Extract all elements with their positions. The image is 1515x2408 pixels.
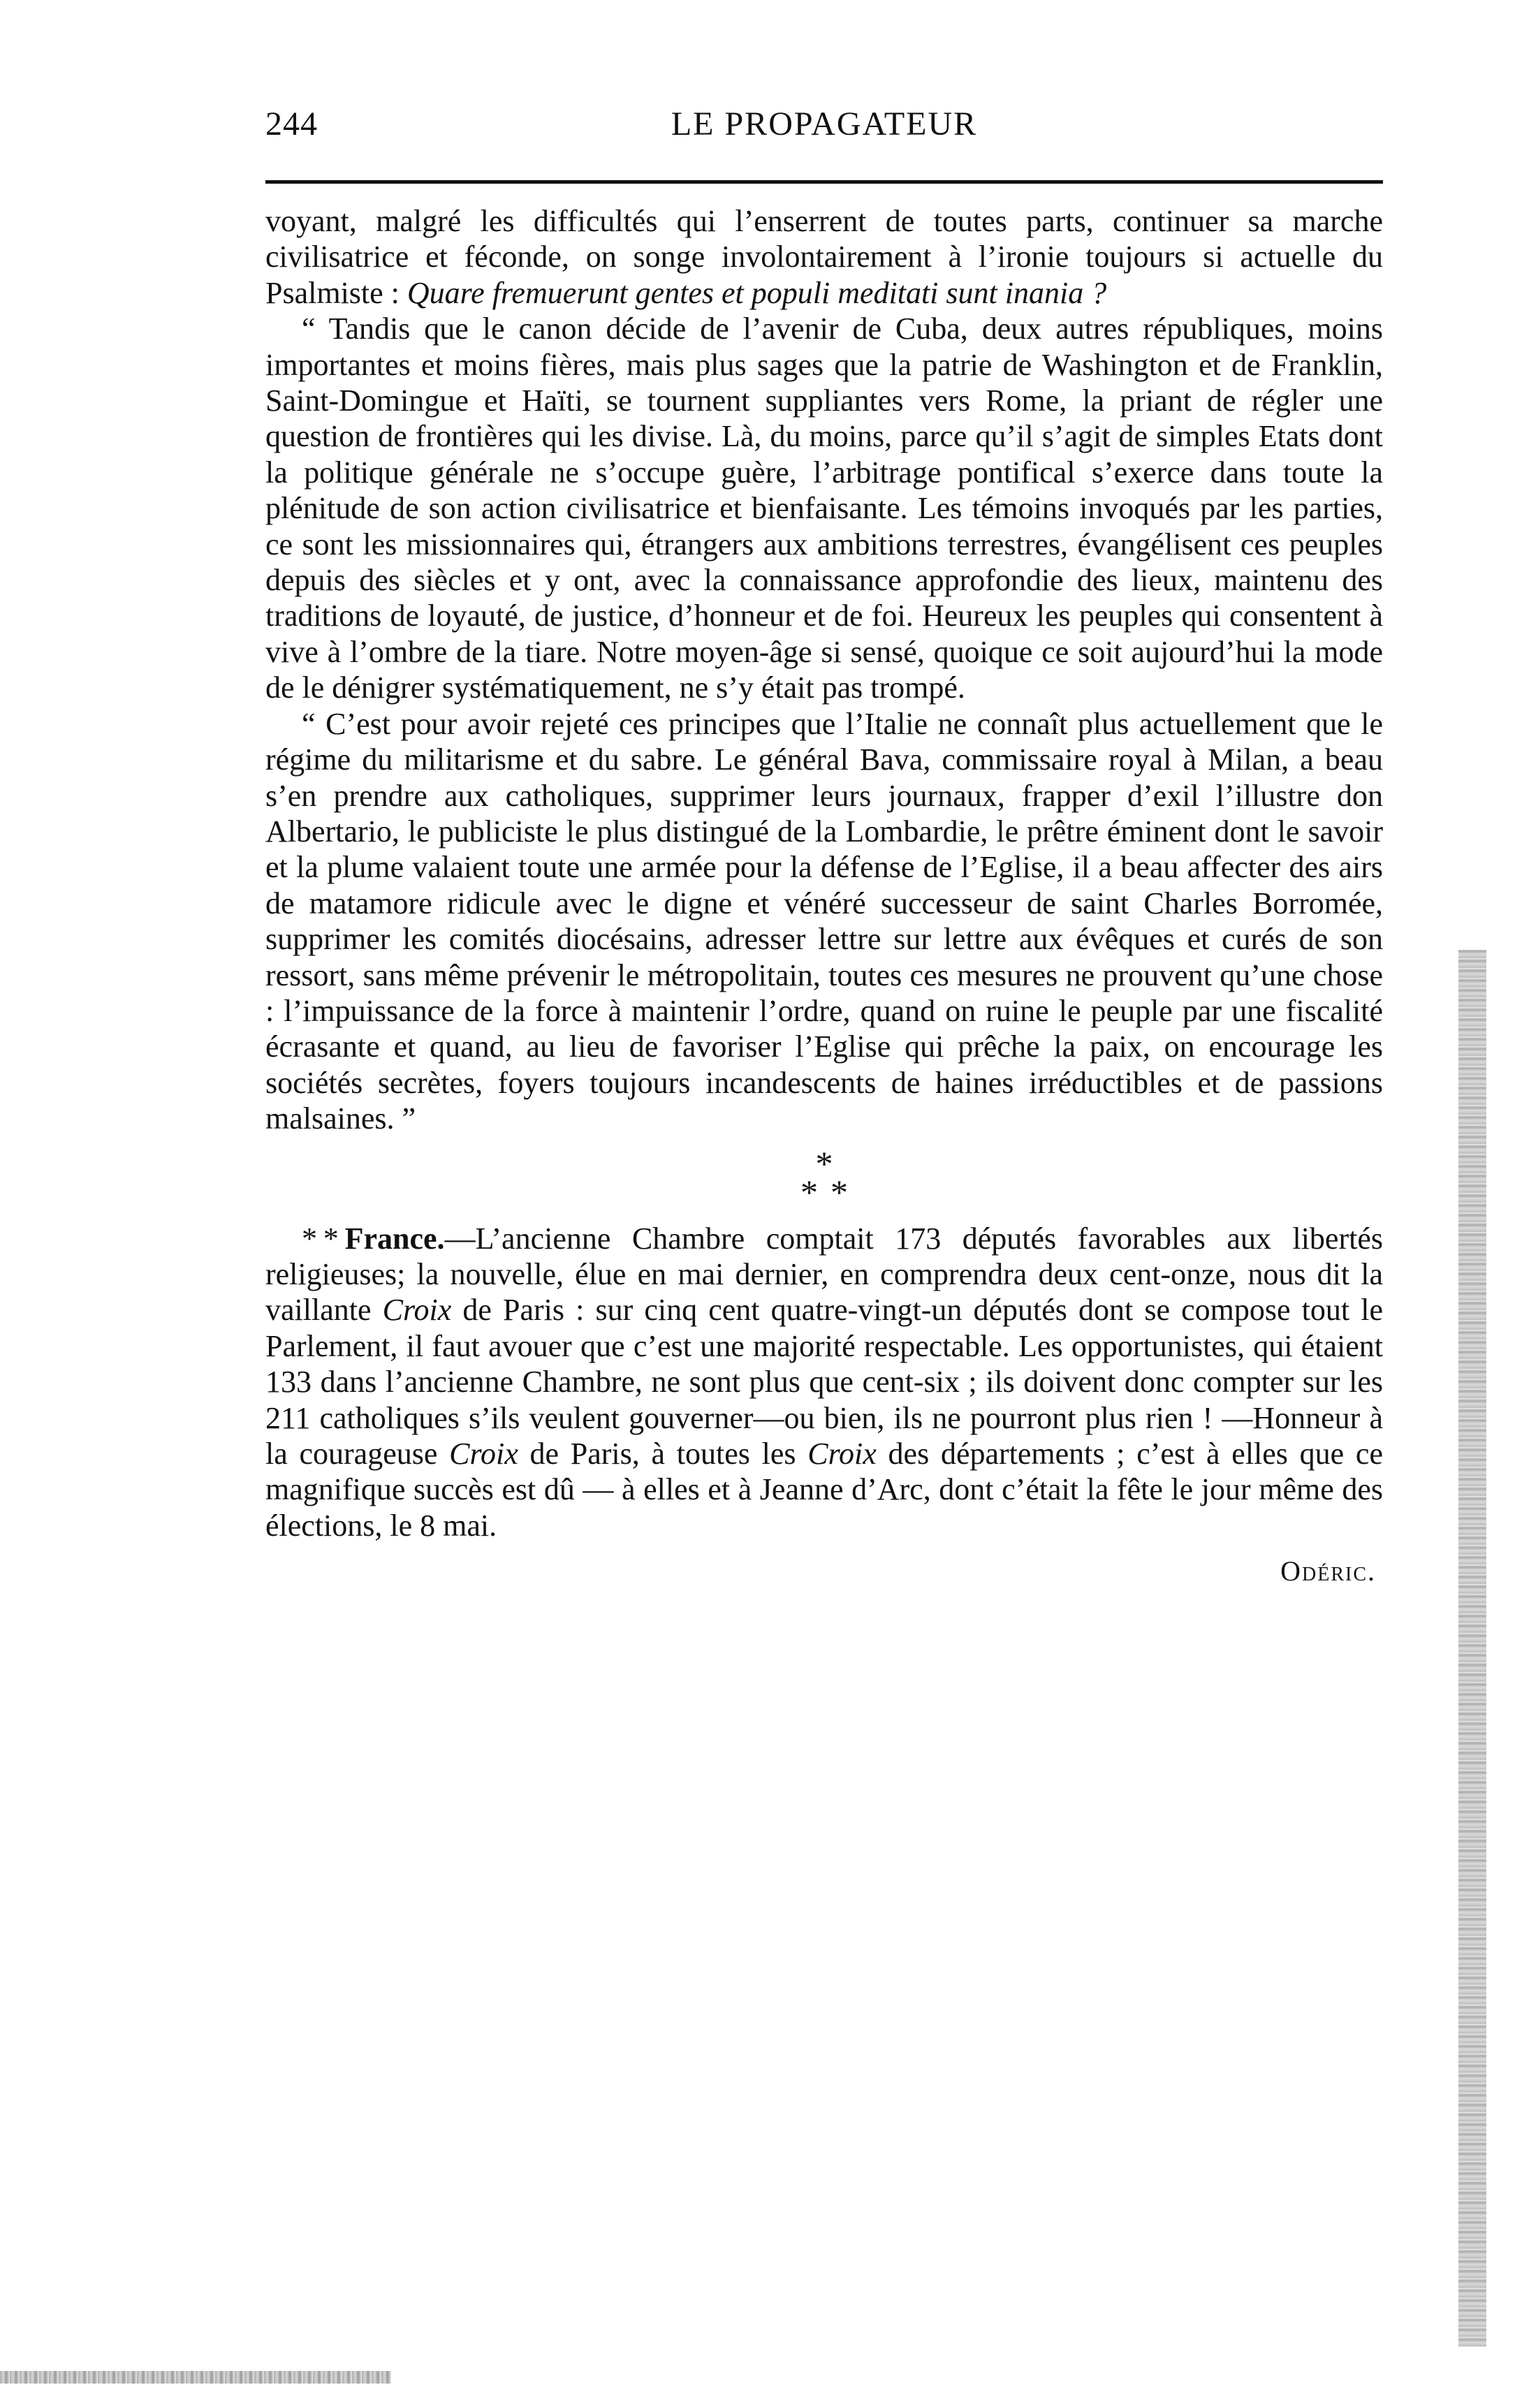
asterism-bottom: ** <box>800 1172 861 1212</box>
page-content <box>265 105 1383 1587</box>
france-text-1: —L’ancienne Chambre comptait 173 députés favorables aux libertés religieuses; la nouvelle, élue en mai dernier, en comprendra deux cent-onze, nous dit la vaillante <box>265 1221 1383 1328</box>
paragraph-italie: “ C’est pour avoir rejeté ces principes que l’Italie ne connaît plus actuellement que le régime du militarisme et du sabre. Le général Bava, commissaire royal à Milan, a beau s’en prendre aux catholiques, supprimer leurs journaux, frapper d’exil l’illustre don Albertario, le publiciste le plus distingué de la Lombardie, le prêtre éminent dont le savoir et la plume valaient toute une armée pour la défense de l’Eglise, il a beau affecter des airs de matamore ridicule avec le digne et vénéré successeur de saint Charles Borromée, supprimer les comités diocésains, adresser lettre sur lettre aux évêques et curés de son ressort, sans même prévenir le métropolitain, toutes ces mesures ne prouvent qu’une chose : l’impuissance de la force à maintenir l’ordre, quand on ruine le peuple par une fiscalité écrasante et quand, au lieu de favoriser l’Eglise qui prêche la paix, on encourage les sociétés secrètes, foyers toujours incandescents de haines irréductibles et de passions malsaines. ” <box>265 706 1383 1136</box>
paragraph-psalmist-text: voyant, malgré les difficultés qui l’enserrent de toutes parts, continuer sa marche civilisatrice et féconde, on songe involontairement à l’ironie toujours si actuelle du Psalmiste : <box>265 204 1383 310</box>
journal-title: LE PROPAGATEUR <box>671 105 978 142</box>
latin-quote: Quare fremuerunt gentes et populi meditati sunt inania ? <box>407 275 1107 310</box>
header-rule <box>265 180 1383 184</box>
france-text-2: de Paris : sur cinq cent quatre-vingt-un députés dont se compose tout le Parlement, il faut avouer que c’est une majorité respectable. Les opportunistes, qui étaient 133 dans l’ancienne Chambre, ne sont plus que cent-six ; ils doivent donc compter sur les 211 catholiques s’ils veulent gouverner—ou bien, ils ne pourront plus rien ! —Honneur à la courageuse <box>265 1293 1383 1471</box>
section-marker: * * <box>302 1221 345 1256</box>
section-topic: France. <box>344 1221 445 1256</box>
paragraph-france <box>265 1221 1383 1544</box>
paragraph-cuba: “ Tandis que le canon décide de l’avenir de Cuba, deux autres républiques, moins importantes et moins fières, mais plus sages que la patrie de Washington et de Franklin, Saint-Domingue et Haïti, se tournent suppliantes vers Rome, la priant de régler une question de frontières qui les divise. Là, du moins, parce qu’il s’agit de simples Etats dont la politique générale ne s’occupe guère, l’arbitrage pontifical s’exerce dans toute la plénitude de son action civilisatrice et bienfaisante. Les témoins invoqués par les parties, ce sont les missionnaires qui, étrangers aux ambitions terrestres, évangélisent ces peuples depuis des siècles et y ont, avec la connaissance approfondie des lieux, maintenu des traditions de loyauté, de justice, d’honneur et de foi. Heureux les peuples qui consentent à vive à l’ombre de la tiare. Notre moyen-âge si sensé, quoique ce soit aujourd’hui la mode de le dénigrer systématiquement, ne s’y était pas trompé. <box>265 311 1383 705</box>
page-number: 244 <box>265 105 318 142</box>
running-head <box>265 105 1383 154</box>
scan-edge-bottom <box>0 2371 391 2384</box>
france-text-3: de Paris, à toutes les <box>518 1437 808 1471</box>
france-text-4: des départements ; c’est à elles que ce magnifique succès est dû — à elles et à Jeanne d’Arc, dont c’était la fête le jour même des élections, le 8 mai. <box>265 1437 1383 1543</box>
paragraph-psalmist <box>265 203 1383 311</box>
author-signature: Odéric. <box>1280 1555 1376 1587</box>
croix-title-1: Croix <box>382 1293 452 1328</box>
scan-edge-right <box>1458 950 1486 2347</box>
asterism-separator <box>265 1137 1383 1221</box>
croix-title-2: Croix <box>449 1437 518 1471</box>
croix-title-3: Croix <box>807 1437 877 1471</box>
asterism-top: * <box>815 1143 833 1183</box>
